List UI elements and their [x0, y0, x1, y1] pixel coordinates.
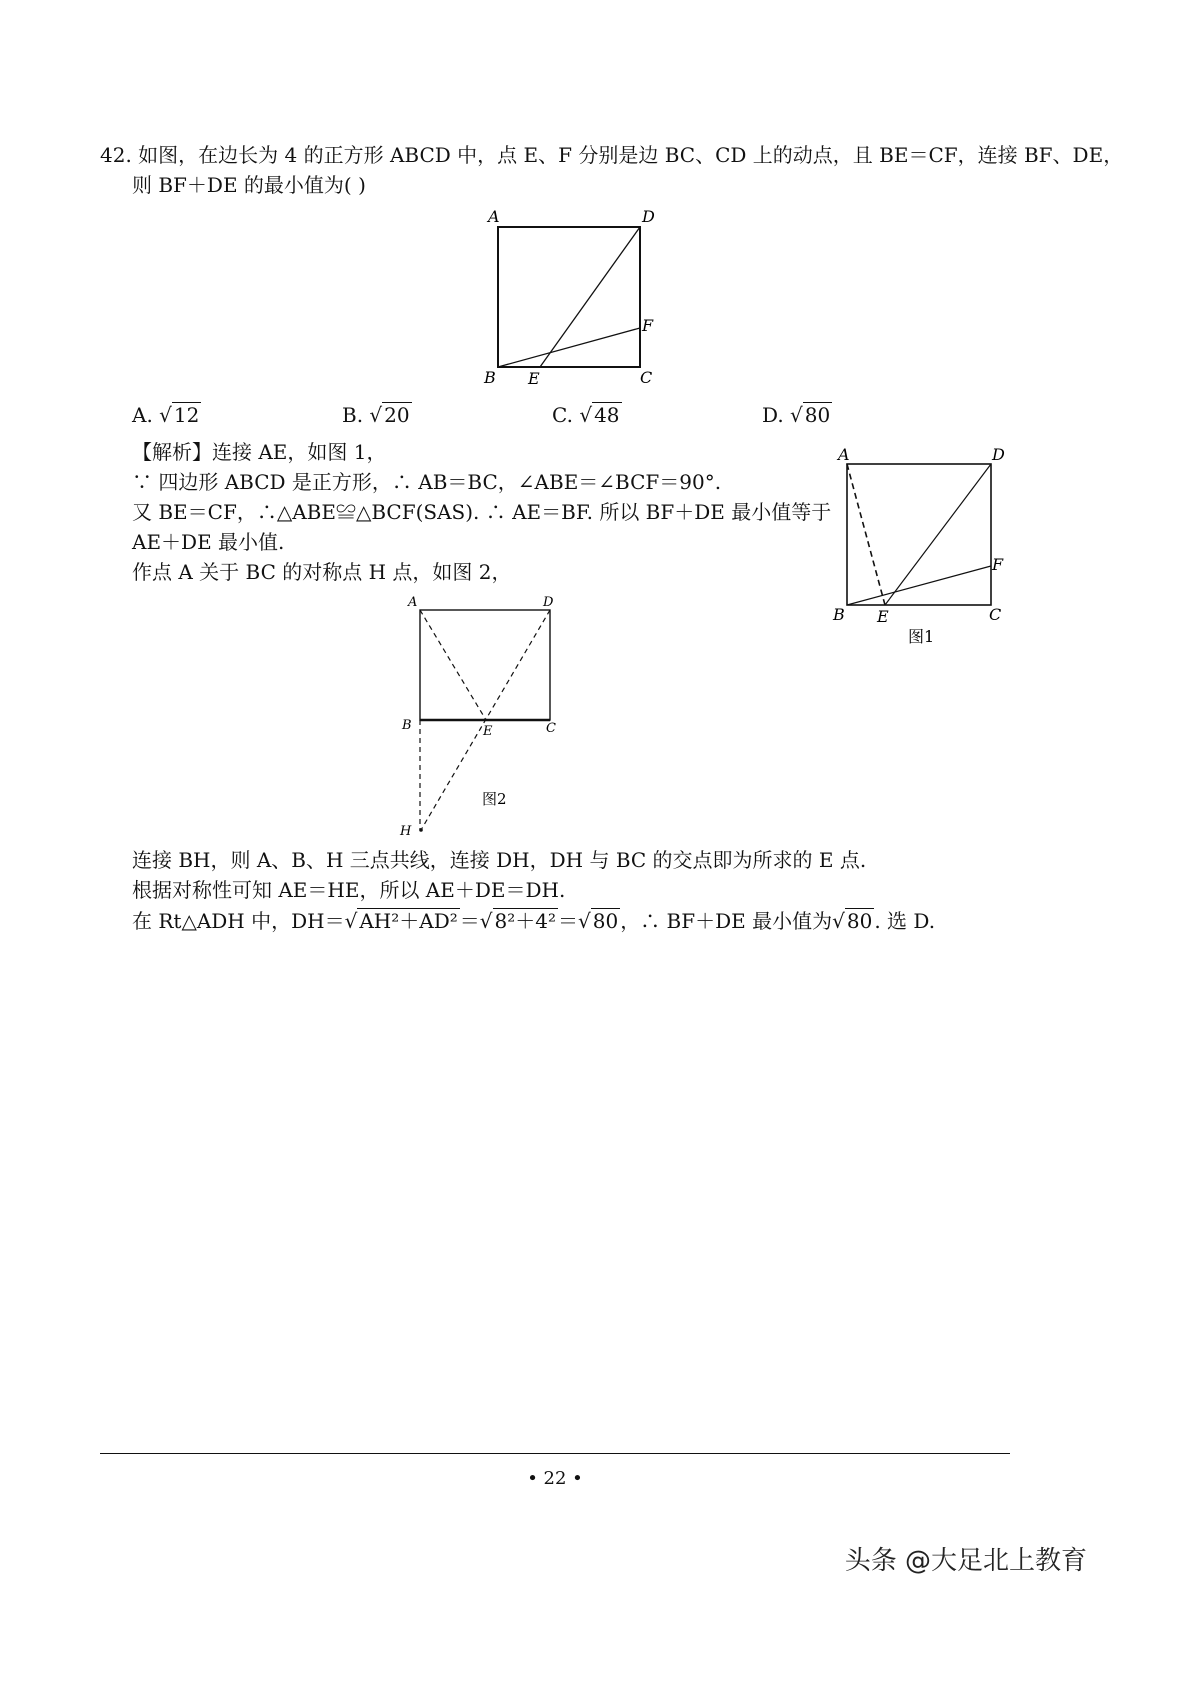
fig1-label-f: F [992, 555, 1004, 574]
problem-text-2: 则 BF＋DE 的最小值为( ) [132, 173, 366, 197]
solution-line-8-mid: ，∴ BF＋DE 最小值为 [620, 909, 833, 933]
choice-d [762, 400, 832, 430]
main-label-a: A [488, 207, 500, 226]
choice-a-label: A. [132, 403, 153, 427]
choice-b-label: B. [342, 403, 364, 427]
fig1-line-de [885, 464, 991, 605]
fig1-label-e: E [877, 607, 889, 626]
fig1-line-ae [847, 464, 885, 605]
choice-c-label: C. [552, 403, 573, 427]
fig1-label-d: D [992, 445, 1005, 464]
main-label-f: F [642, 316, 654, 335]
main-label-d: D [642, 207, 655, 226]
main-line-de [540, 227, 640, 367]
main-label-e: E [528, 369, 540, 388]
fig2-line-ae [420, 610, 486, 720]
solution-line-8 [132, 906, 935, 936]
choice-c [552, 400, 622, 430]
solution-line-8-end: . 选 D. [874, 909, 936, 933]
sqrt-80-b: √ 80 [832, 909, 873, 933]
page-number: • 22 • [527, 1468, 583, 1489]
choice-c-value: √ 48 [579, 403, 620, 427]
main-figure [470, 200, 680, 390]
choice-c-radicand: 48 [594, 403, 620, 427]
fig2-label-d: D [543, 595, 554, 610]
fig2-label-e: E [483, 724, 493, 739]
fig2-square [420, 610, 550, 720]
sqrt-8-4-radicand: 8²＋4² [494, 909, 556, 933]
figure-2 [390, 590, 570, 845]
main-square [498, 227, 640, 367]
fig1-square [847, 464, 991, 605]
main-label-c: C [640, 368, 653, 387]
problem-line-2 [132, 170, 366, 200]
sqrt-80-b-radicand: 80 [846, 909, 873, 933]
solution-line-8-prefix: 在 Rt△ADH 中，DH＝ [132, 909, 345, 933]
problem-line-1 [100, 140, 1123, 170]
choice-d-radicand: 80 [804, 403, 831, 427]
solution-line-3: 又 BE＝CF，∴△ABE≌△BCF(SAS). ∴ AE＝BF. 所以 BF＋DE 最小值等于 [132, 500, 832, 524]
choice-a [132, 400, 201, 430]
fig2-label-c: C [546, 721, 556, 736]
main-label-b: B [484, 368, 496, 387]
solution-line-2: ∵ 四边形 ABCD 是正方形，∴ AB＝BC，∠ABE＝∠BCF＝90°. [132, 470, 722, 494]
fig1-label-a: A [838, 445, 850, 464]
solution-line-4: AE＋DE 最小值. [132, 530, 285, 554]
fig2-point-h [419, 828, 423, 832]
sqrt-ah-ad-radicand: AH²＋AD² [359, 909, 458, 933]
fig1-caption: 图1 [908, 627, 935, 646]
fig2-label-h: H [400, 824, 412, 839]
sqrt-ah-ad: √ AH²＋AD² [344, 909, 458, 933]
solution-line-1: 【解析】连接 AE，如图 1， [132, 440, 387, 464]
sqrt-80-a: √ 80 [577, 909, 619, 933]
solution-line-5: 作点 A 关于 BC 的对称点 H 点，如图 2， [132, 560, 512, 584]
choice-a-radicand: 12 [173, 403, 200, 427]
watermark: 头条 @大足北上教育 [844, 1546, 1087, 1576]
footer-rule [100, 1453, 1010, 1454]
fig1-label-b: B [833, 605, 845, 624]
choice-b-value: √ 20 [369, 403, 410, 427]
fig2-label-a: A [408, 595, 418, 610]
choice-b [342, 400, 412, 430]
equals-2: ＝ [557, 909, 578, 933]
choice-a-value: √ 12 [159, 403, 200, 427]
main-line-bf [498, 328, 640, 367]
solution-line-6: 连接 BH，则 A、B、H 三点共线，连接 DH，DH 与 BC 的交点即为所求的 E 点. [132, 848, 867, 872]
fig2-label-b: B [402, 718, 412, 733]
fig1-label-c: C [989, 605, 1002, 624]
equals-1: ＝ [459, 909, 480, 933]
choice-d-value: √ 80 [790, 403, 831, 427]
problem-text-1: 如图，在边长为 4 的正方形 ABCD 中，点 E、F 分别是边 BC、CD 上的动点，且 BE＝CF，连接 BF、DE， [138, 143, 1124, 167]
solution-line-7: 根据对称性可知 AE＝HE，所以 AE＋DE＝DH. [132, 878, 566, 902]
fig2-caption: 图2 [482, 790, 507, 808]
figure-1 [828, 440, 1028, 650]
choice-b-radicand: 20 [384, 403, 410, 427]
problem-number: 42. [100, 143, 132, 167]
sqrt-8-4: √ 8²＋4² [479, 909, 556, 933]
fig1-line-bf [847, 566, 991, 605]
sqrt-80-a-radicand: 80 [592, 909, 619, 933]
choice-d-label: D. [762, 403, 784, 427]
